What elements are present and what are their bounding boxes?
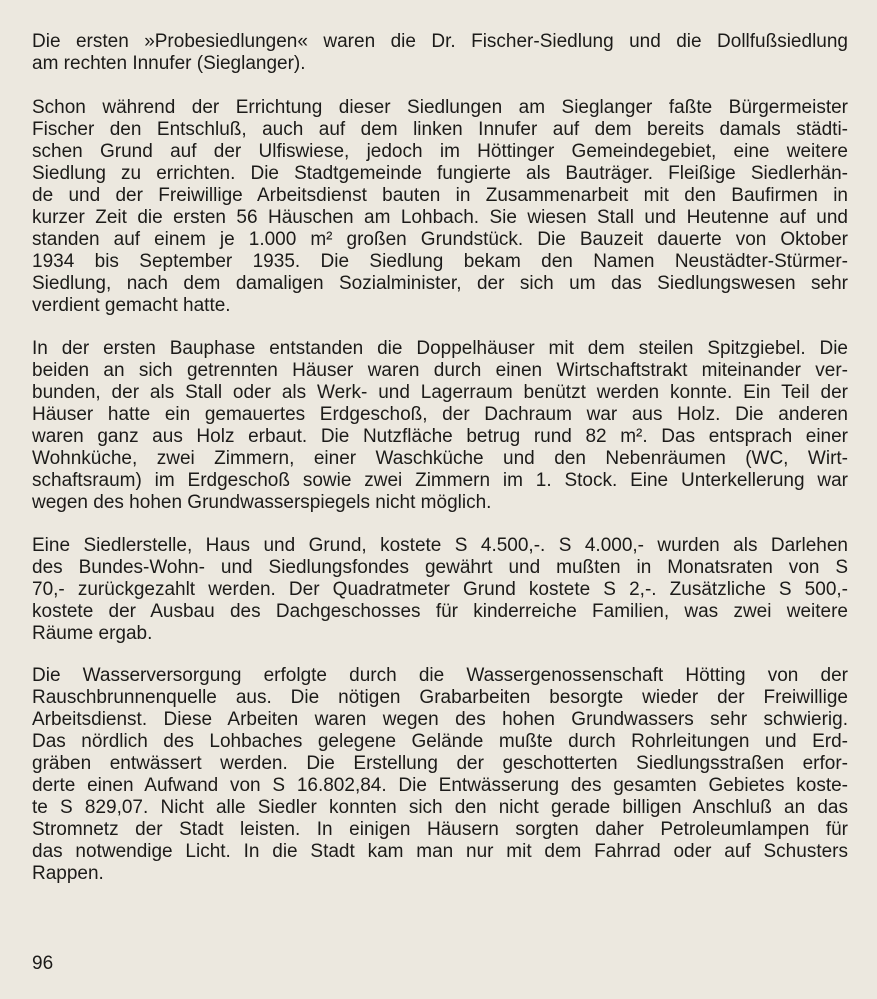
text-line: Siedlung zu errichten. Die Stadtgemeinde fungierte als Bauträger. Fleißige Siedlerhän- bbox=[32, 163, 848, 184]
text-line: Häuser hatte ein gemauertes Erdgeschoß, der Dachraum war aus Holz. Die anderen bbox=[32, 404, 848, 425]
text-line: Stromnetz der Stadt leisten. In einigen Häusern sorgten daher Petroleumlampen für bbox=[32, 819, 848, 840]
text-line: bunden, der als Stall oder als Werk- und Lagerraum benützt werden konnte. Ein Teil der bbox=[32, 382, 848, 403]
text-line: derte einen Aufwand von S 16.802,84. Die Entwässerung des gesamten Gebietes koste- bbox=[32, 775, 848, 796]
text-line: verdient gemacht hatte. bbox=[32, 295, 231, 316]
text-line: standen auf einem je 1.000 m² großen Grundstück. Die Bauzeit dauerte von Oktober bbox=[32, 229, 848, 250]
text-line: wegen des hohen Grundwasserspiegels nicht möglich. bbox=[32, 492, 492, 513]
text-line: schaftsraum) im Erdgeschoß sowie zwei Zimmern im 1. Stock. Eine Unterkellerung war bbox=[32, 470, 848, 491]
text-line: Das nördlich des Lohbaches gelegene Gelände mußte durch Rohrleitungen und Erd- bbox=[32, 731, 848, 752]
text-line: gräben entwässert werden. Die Erstellung der geschotterten Siedlungsstraßen erfor- bbox=[32, 753, 848, 774]
text-line: am rechten Innufer (Sieglanger). bbox=[32, 53, 306, 74]
text-line: In der ersten Bauphase entstanden die Doppelhäuser mit dem steilen Spitzgiebel. Die bbox=[32, 338, 848, 359]
text-line: schen Grund auf der Ulfiswiese, jedoch im Höttinger Gemeindegebiet, eine weitere bbox=[32, 141, 848, 162]
text-line: kostete der Ausbau des Dachgeschosses für kinderreiche Familien, was zwei weitere bbox=[32, 601, 848, 622]
text-line: 70,- zurückgezahlt werden. Der Quadratmeter Grund kostete S 2,-. Zusätzliche S 500,- bbox=[32, 579, 848, 600]
page-number: 96 bbox=[32, 953, 54, 974]
text-line: kurzer Zeit die ersten 56 Häuschen am Lohbach. Sie wiesen Stall und Heutenne auf und bbox=[32, 207, 848, 228]
paragraph-wasserversorgung bbox=[32, 665, 848, 885]
text-line: Fischer den Entschluß, auch auf dem linken Innufer auf dem bereits damals städti- bbox=[32, 119, 848, 140]
text-line: Wohnküche, zwei Zimmern, einer Waschküche und den Nebenräumen (WC, Wirt- bbox=[32, 448, 848, 469]
text-line: Schon während der Errichtung dieser Siedlungen am Sieglanger faßte Bürgermeister bbox=[32, 97, 848, 118]
text-line: waren ganz aus Holz erbaut. Die Nutzfläche betrug rund 82 m². Das entsprach einer bbox=[32, 426, 848, 447]
text-line: Räume ergab. bbox=[32, 623, 153, 644]
paragraph-siedlerstelle-kosten bbox=[32, 535, 848, 645]
text-line: beiden an sich getrennten Häuser waren durch einen Wirtschaftstrakt miteinander ver- bbox=[32, 360, 848, 381]
text-line: Eine Siedlerstelle, Haus und Grund, kostete S 4.500,-. S 4.000,- wurden als Darlehen bbox=[32, 535, 848, 556]
text-line: 1934 bis September 1935. Die Siedlung bekam den Namen Neustädter-Stürmer- bbox=[32, 251, 848, 272]
text-line: Die ersten »Probesiedlungen« waren die Dr. Fischer-Siedlung und die Dollfußsiedlung bbox=[32, 31, 848, 52]
text-line: des Bundes-Wohn- und Siedlungsfondes gewährt und mußten in Monatsraten von S bbox=[32, 557, 848, 578]
text-line: de und der Freiwillige Arbeitsdienst bauten in Zusammenarbeit mit den Baufirmen in bbox=[32, 185, 848, 206]
text-line: Rappen. bbox=[32, 863, 104, 884]
text-line: Arbeitsdienst. Diese Arbeiten waren wegen des hohen Grundwassers sehr schwierig. bbox=[32, 709, 848, 730]
text-line: te S 829,07. Nicht alle Siedler konnten sich den nicht gerade billigen Anschluß an das bbox=[32, 797, 848, 818]
paragraph-probesiedlungen bbox=[32, 31, 848, 75]
text-line: Siedlung, nach dem damaligen Sozialminister, der sich um das Siedlungswesen sehr bbox=[32, 273, 848, 294]
text-line: Rauschbrunnenquelle aus. Die nötigen Grabarbeiten besorgte wieder der Freiwillige bbox=[32, 687, 848, 708]
text-line: das notwendige Licht. In die Stadt kam man nur mit dem Fahrrad oder auf Schusters bbox=[32, 841, 848, 862]
paragraph-neustaedter-stuermer-siedlung bbox=[32, 97, 848, 317]
text-line: Die Wasserversorgung erfolgte durch die Wassergenossenschaft Hötting von der bbox=[32, 665, 848, 686]
paragraph-doppelhaeuser bbox=[32, 338, 848, 514]
